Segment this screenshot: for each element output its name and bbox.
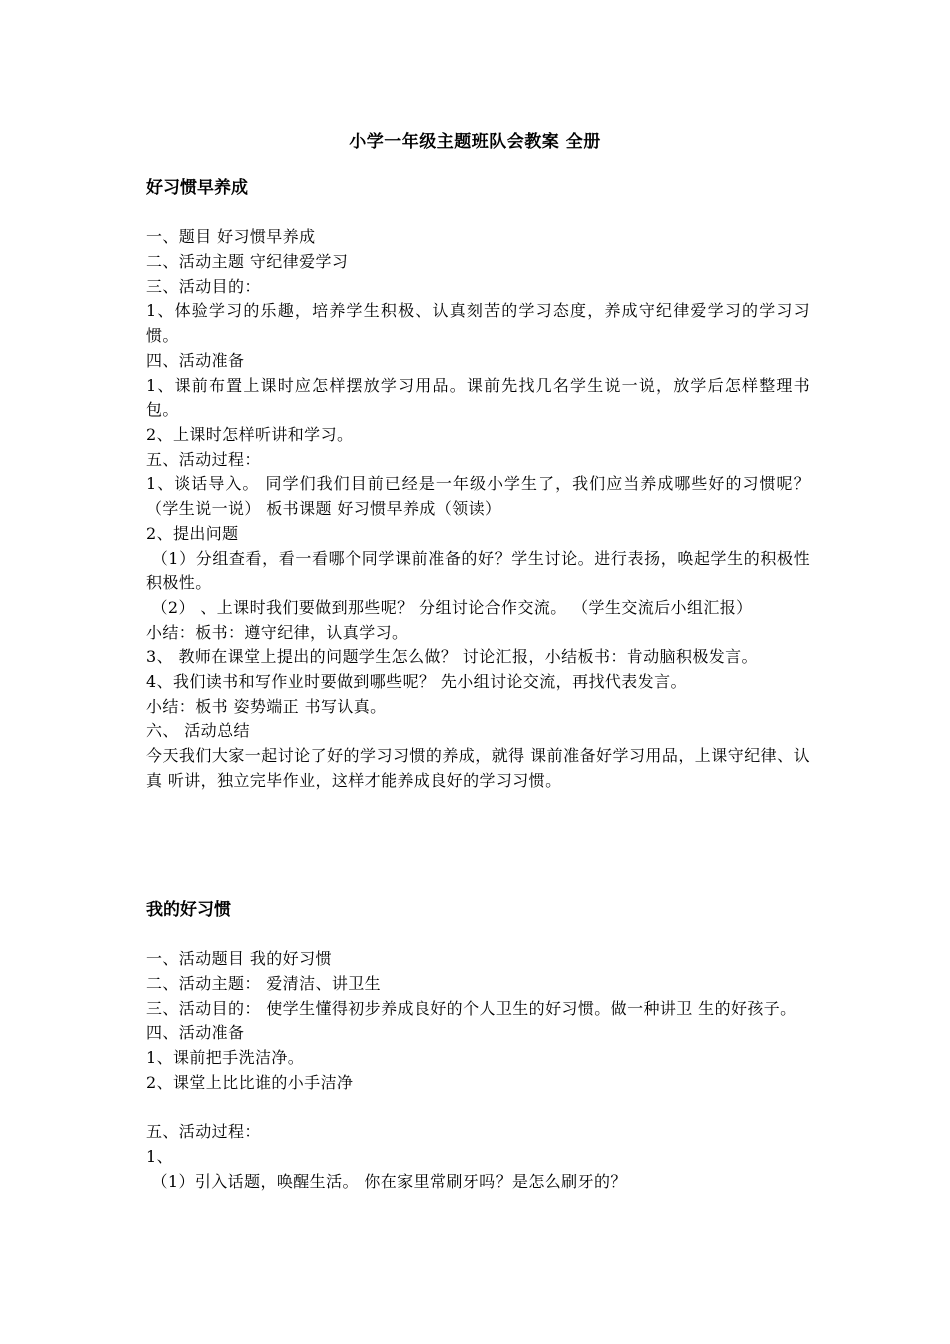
paragraph-line: 五、活动过程： [146,1122,261,1142]
paragraph-line: 三、活动目的： 使学生懂得初步养成良好的个人卫生的好习惯。做一种讲卫 生的好孩子。 [146,998,797,1018]
document-title: 小学一年级主题班队会教案 全册 [349,132,601,152]
paragraph-line: 今天我们大家一起讨论了好的学习习惯的养成，就得 课前准备好学习用品，上课守纪律、认真 听讲，独立完毕作业，这样才能养成良好的学习习惯。 [146,746,810,790]
section-heading: 我的好习惯 [146,900,231,920]
paragraph-line: 四、活动准备 [146,1023,245,1043]
section-my-habits [146,898,810,1194]
paragraph-line: 1、课前把手洗洁净。 [146,1048,305,1068]
spacer [146,923,810,948]
paragraph-line: 2、提出问题 [146,523,239,543]
paragraph-line: （2） 、上课时我们要做到那些呢？ 分组讨论合作交流。 （学生交流后小组汇报） [146,597,753,617]
paragraph-line: 2、上课时怎样听讲和学习。 [146,425,354,444]
paragraph-line: 1、谈话导入。 同学们我们目前已经是一年级小学生了，我们应当养成哪些好的习惯呢？ （学生说一说） 板书课题 好习惯早养成（领读） [146,474,816,519]
paragraph-line: 2、课堂上比比谁的小手洁净 [146,1072,354,1092]
paragraph-line: 小结：板书 姿势端正 书写认真。 [146,696,387,716]
paragraph-line: 二、活动主题： 爱清洁、讲卫生 [146,974,382,994]
paragraph-line: 4、我们读书和写作业时要做到哪些呢？ 先小组讨论交流，再找代表发言。 [146,672,687,692]
section-body [146,947,810,1194]
paragraph-line: 五、活动过程： [146,449,261,469]
paragraph-line: 1、课前布置上课时应怎样摆放学习用品。课前先找几名学生说一说，放学后怎样整理书包。 [146,375,810,420]
paragraph-line: （1）引入话题，唤醒生活。 你在家里常刷牙吗？是怎么刷牙的？ [146,1171,627,1191]
paragraph-line: （1）分组查看，看一看哪个同学课前准备的好？学生讨论。进行表扬，唤起学生的积极性积极性。 [146,548,810,593]
section-good-habits [146,176,816,794]
paragraph-line: 3、 教师在课堂上提出的问题学生怎么做？ 讨论汇报，小结板书：肯动脑积极发言。 [146,647,758,667]
paragraph-line: 六、 活动总结 [146,721,250,741]
paragraph-line: 一、题目 好习惯早养成 [146,227,316,247]
paragraph-line: 1、体验学习的乐趣，培养学生积极、认真刻苦的学习态度，养成守纪律爱学习的学习习惯。 [146,301,810,346]
paragraph-line: 二、活动主题 守纪律爱学习 [146,252,349,272]
paragraph-line: 一、活动题目 我的好习惯 [146,949,332,969]
blank-line [146,1096,810,1121]
paragraph-line: 三、活动目的： [146,276,261,296]
spacer [146,201,810,226]
paragraph-line: 1、 [146,1146,173,1166]
section-heading: 好习惯早养成 [146,178,248,198]
paragraph-line: 四、活动准备 [146,350,245,370]
section-body [146,225,816,793]
paragraph-line: 小结：板书：遵守纪律，认真学习。 [146,622,409,642]
